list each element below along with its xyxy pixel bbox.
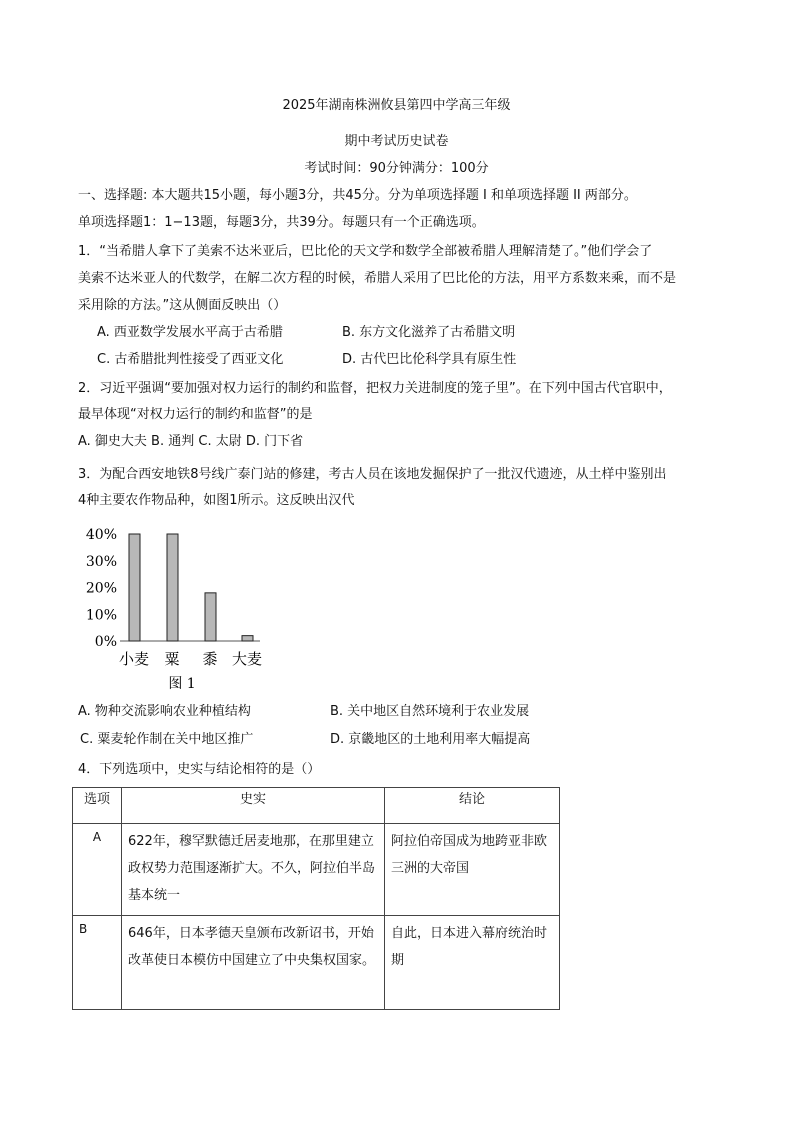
row-a-fact-text: 622年，穆罕默德迁居麦地那，在那里建立政权势力范围逐渐扩大。不久，阿拉伯半岛基本统一 xyxy=(128,834,376,903)
x-tick-label: 粟 xyxy=(164,650,180,668)
table-row xyxy=(73,916,560,1010)
q1-option-d: D. 古代巴比伦科学具有原生性 xyxy=(342,352,517,367)
row-a-conclusion xyxy=(385,824,560,916)
table-row xyxy=(73,824,560,916)
exam-subtitle: 期中考试历史试卷 xyxy=(344,134,449,149)
row-b-fact xyxy=(122,916,385,1010)
row-a-fact xyxy=(122,824,385,916)
q2-text-line-1: 2．习近平强调“要加强对权力运行的制约和监督，把权力关进制度的笼子里”。在下列中国古代官职中， xyxy=(78,381,672,396)
header-option: 选项 xyxy=(73,788,122,824)
q2-text-line-2: 最早体现“对权力运行的制约和监督”的是 xyxy=(78,407,313,422)
x-tick-label: 大麦 xyxy=(231,650,263,668)
q1-option-c: C. 古希腊批判性接受了西亚文化 xyxy=(97,352,284,367)
q2-options: A. 御史大夫 B. 通判 C. 太尉 D. 门下省 xyxy=(78,434,304,449)
q3-text-line-2: 4种主要农作物品种，如图1所示。这反映出汉代 xyxy=(78,493,355,508)
q3-option-a: A. 物种交流影响农业种植结构 xyxy=(78,704,251,719)
q1-text-line-2: 美索不达米亚人的代数学，在解二次方程的时候，希腊人采用了巴比伦的方法，用平方系数来乘，而不是 xyxy=(78,271,677,286)
q3-text-line-1: 3．为配合西安地铁8号线广泰门站的修建，考古人员在该地发掘保护了一批汉代遗迹，从土样中鉴别出 xyxy=(78,467,667,482)
y-tick-label: 20% xyxy=(85,580,117,597)
header-conclusion: 结论 xyxy=(385,788,560,824)
crop-bar-chart xyxy=(80,520,280,695)
q1-option-a: A. 西亚数学发展水平高于古希腊 xyxy=(97,325,283,340)
exam-info: 考试时间：90分钟满分：100分 xyxy=(304,161,489,176)
row-a-conclusion-text: 阿拉伯帝国成为地跨亚非欧三洲的大帝国 xyxy=(391,834,548,876)
figure-caption: 图 1 xyxy=(168,676,196,692)
x-tick-label: 黍 xyxy=(202,650,218,668)
y-tick-label: 0% xyxy=(94,634,117,650)
row-b-conclusion-text: 自此，日本进入幕府统治时期 xyxy=(391,926,548,968)
q4-question: 4．下列选项中，史实与结论相符的是（） xyxy=(78,762,321,777)
header-fact: 史实 xyxy=(122,788,385,824)
q3-option-c: C. 粟麦轮作制在关中地区推广 xyxy=(80,732,254,747)
row-b-conclusion xyxy=(385,916,560,1010)
q1-text-line-1: 1．“当希腊人拿下了美索不达米亚后，巴比伦的天文学和数学全部被希腊人理解清楚了。”他们学会了 xyxy=(78,244,653,259)
bar-0 xyxy=(129,534,140,641)
q4-table xyxy=(72,787,560,1010)
y-tick-label: 40% xyxy=(85,527,117,543)
row-b-option: B xyxy=(73,916,122,1010)
q1-option-b: B. 东方文化滋养了古希腊文明 xyxy=(342,325,516,340)
table-header-row xyxy=(73,788,560,824)
x-tick-label: 小麦 xyxy=(118,650,150,668)
row-b-fact-text: 646年，日本孝德天皇颁布改新诏书，开始改革使日本模仿中国建立了中央集权国家。 xyxy=(128,926,376,968)
y-tick-label: 10% xyxy=(85,607,117,624)
row-a-option: A xyxy=(73,824,122,916)
y-tick-label: 30% xyxy=(85,553,117,570)
exam-title: 2025年湖南株洲攸县第四中学高三年级 xyxy=(282,98,511,113)
instruction-line-1: 一、选择题: 本大题共15小题，每小题3分，共45分。分为单项选择题 I 和单项选择题 II 两部分。 xyxy=(78,188,637,203)
q1-text-line-3: 采用除的方法。”这从侧面反映出（） xyxy=(78,298,287,313)
instruction-line-2: 单项选择题1：1−13题，每题3分，共39分。每题只有一个正确选项。 xyxy=(78,215,485,230)
bar-3 xyxy=(242,636,253,641)
q3-option-b: B. 关中地区自然环境利于农业发展 xyxy=(330,704,530,719)
q3-option-d: D. 京畿地区的土地利用率大幅提高 xyxy=(330,732,531,747)
bar-2 xyxy=(205,593,216,641)
bar-1 xyxy=(167,534,178,641)
